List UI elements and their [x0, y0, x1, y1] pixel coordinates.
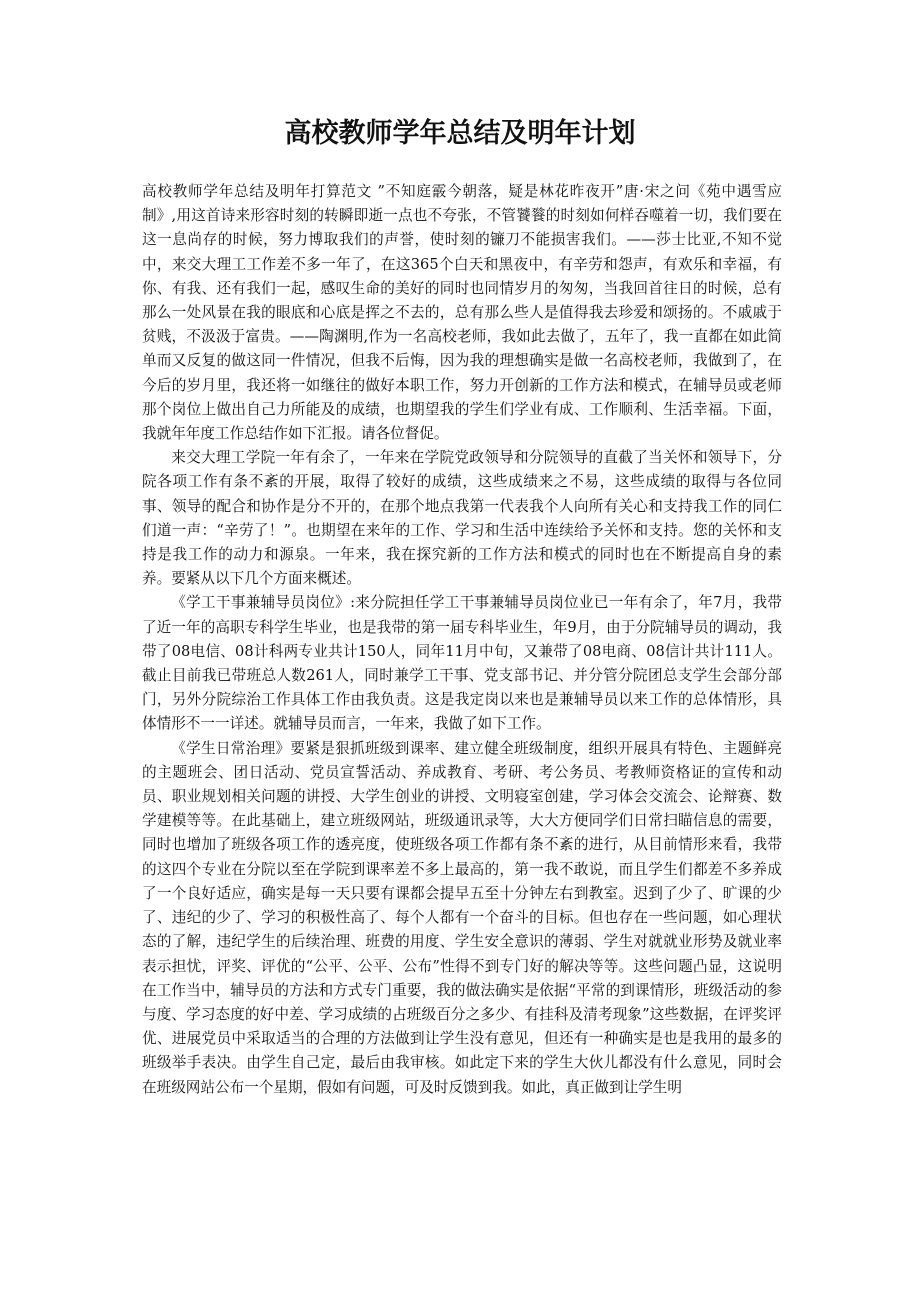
paragraph-counselor-post: 《学工干事兼辅导员岗位》:来分院担任学工干事兼辅导员岗位业已一年有余了，年7月，我带了近一年的高职专科学生毕业，也是我带的第一届专科毕业生，年9月，由于分院辅导员的调动，我带了08电信、08计科两专业共计150人，同年11月中旬，又兼带了08电商、08信计共计111人。截止目前我已带班总人数261人，同时兼学工干事、党支部书记、并分管分院团总支学生会部分部门，另外分院综治工作具体工作由我负责。这是我定岗以来也是兼辅导员以来工作的总体情形，具体情形不一一详述。就辅导员而言，一年来，我做了如下工作。 — [142, 594, 782, 733]
document-title: 高校教师学年总结及明年计划 — [284, 118, 636, 149]
paragraph-intro: 高校教师学年总结及明年打算范文 ”不知庭霰今朝落，疑是林花昨夜开”唐·宋之问《苑中遇雪应制》,用这首诗来形容时刻的转瞬即逝一点也不夸张，不管饕餮的时刻如何样吞噬着一切，我们要在这一息尚存的时候，努力博取我们的声誉，使时刻的镰刀不能损害我们。——莎士比亚,不知不觉中，来交大理工工作差不多一年了，在这365个白天和黑夜中，有辛劳和怨声，有欢乐和幸福，有你、有我、还有我们一起，感叹生命的美好的同时也同情岁月的匆匆，当我回首往日的时候，总有那么一处风景在我的眼底和心底是挥之不去的，总有那么些人是值得我去珍爱和颂扬的。不戚戚于贫贱，不汲汲于富贵。——陶渊明,作为一名高校老师，我如此去做了，五年了，我一直都在如此简单而又反复的做这同一件情况，但我不后悔，因为我的理想确实是做一名高校老师，我做到了，在今后的岁月里，我还将一如继往的做好本职工作，努力开创新的工作方法和模式，在辅导员或老师那个岗位上做出自己力所能及的成绩，也期望我的学生们学业有成、工作顺利、生活幸福。下面，我就年年度工作总结作如下汇报。请各位督促。 — [142, 183, 782, 443]
document-body — [142, 180, 782, 1100]
paragraph-overview: 来交大理工学院一年有余了，一年来在学院党政领导和分院领导的直截了当关怀和领导下，分院各项工作有条不紊的开展，取得了较好的成绩，这些成绩来之不易，这些成绩的取得与各位同事、领导的配合和协作是分不开的，在那个地点我第一代表我个人向所有关心和支持我工作的同仁们道一声：“辛劳了！”。也期望在来年的工作、学习和生活中连续给予关怀和支持。您的关怀和支持是我工作的动力和源泉。一年来，我在探究新的工作方法和模式的同时也在不断提高自身的素养。要紧从以下几个方面来概述。 — [142, 449, 782, 588]
paragraph-daily-management: 《学生日常治理》要紧是狠抓班级到课率、建立健全班级制度，组织开展具有特色、主题鲜亮的主题班会、团日活动、党员宣誓活动、养成教育、考研、考公务员、考教师资格证的宣传和动员、职业规划相关问题的讲授、大学生创业的讲授、文明寝室创建，学习体会交流会、论辩赛、数学建模等等。在此基础上，建立班级网站，班级通讯录等，大大方便同学们日常扫瞄信息的需要，同时也增加了班级各项工作的透亮度，使班级各项工作都有条不紊的进行，从目前情形来看，我带的这四个专业在分院以至在学院到课率差不多上最高的，第一我不敢说，而且学生们都差不多养成了一个良好适应，确实是每一天只要有课都会提早五至十分钟左右到教室。迟到了少了、旷课的少了、违纪的少了、学习的积极性高了、每个人都有一个奋斗的目标。但也存在一些问题，如心理状态的了解，违纪学生的后续治理、班费的用度、学生安全意识的薄弱、学生对就就业形势及就业率表示担忧，评奖、评优的“公平、公平、公布”性得不到专门好的解决等等。这些问题凸显，这说明在工作当中，辅导员的方法和方式专门重要，我的做法确实是依据“平常的到课情形，班级活动的参与度、学习态度的好中差、学习成绩的占班级百分之多少、有挂科及清考现象”这些数据，在评奖评优、进展党员中采取适当的合理的方法做到让学生没有意见，但还有一种确实是也是我用的最多的班级举手表决。由学生自己定，最后由我审核。如此定下来的学生大伙儿都没有什么意见，同时会在班级网站公布一个星期，假如有问题，可及时反馈到我。如此，真正做到让学生明 — [142, 739, 782, 1096]
